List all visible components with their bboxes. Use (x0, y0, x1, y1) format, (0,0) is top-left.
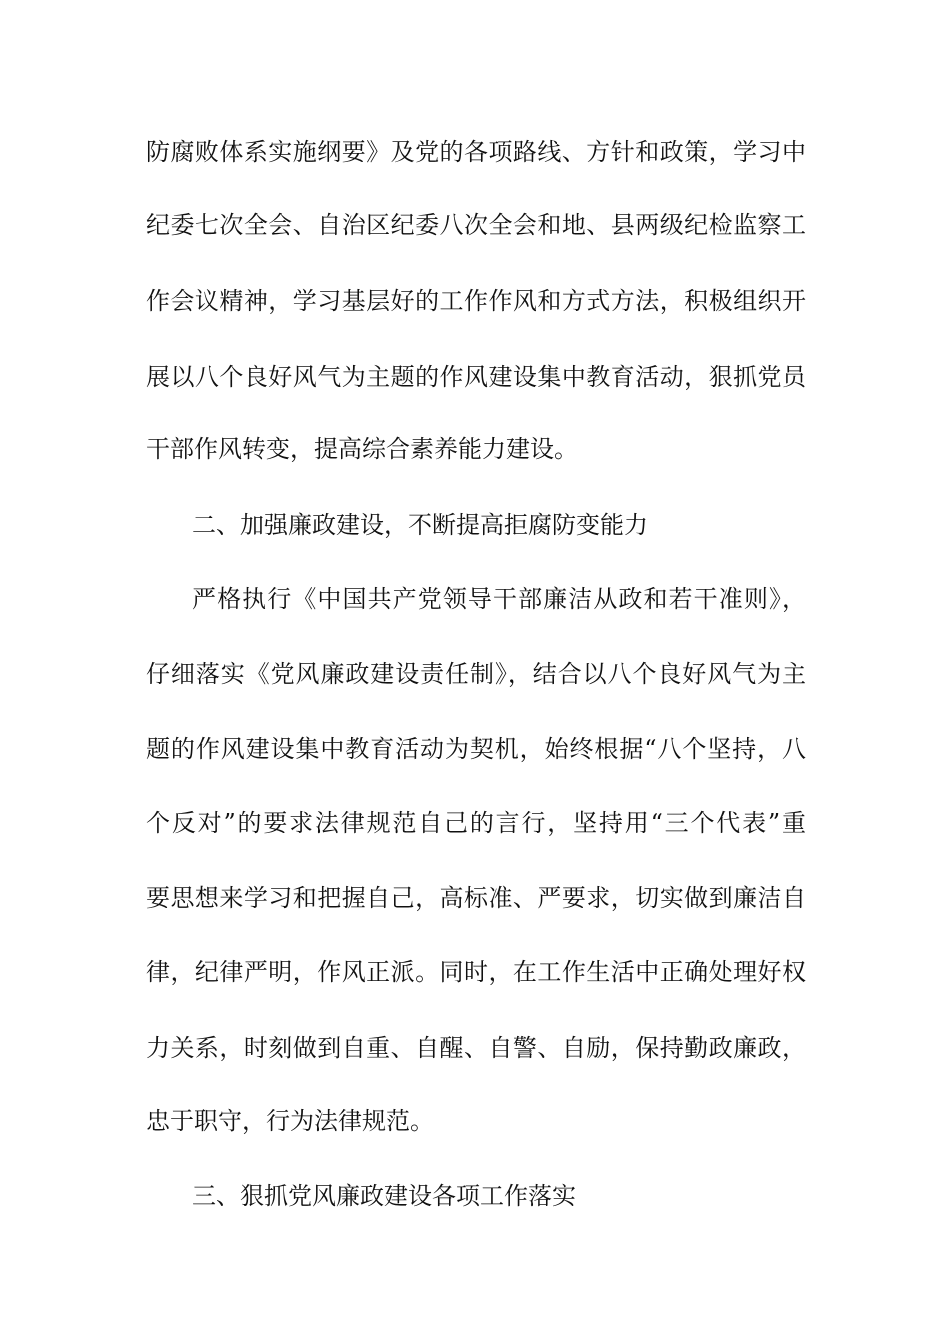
paragraph-line: 律，纪律严明，作风正派。同时，在工作生活中正确处理好权 (146, 958, 806, 986)
paragraph-line: 展以八个良好风气为主题的作风建设集中教育活动，狠抓党员 (146, 363, 806, 391)
paragraph-line: 防腐败体系实施纲要》及党的各项路线、方针和政策，学习中 (146, 138, 806, 166)
paragraph-line: 仔细落实《党风廉政建设责任制》，结合以八个良好风气为主 (146, 660, 806, 688)
paragraph-line: 个反对”的要求法律规范自己的言行，坚持用“三个代表”重 (146, 809, 806, 837)
paragraph-line: 题的作风建设集中教育活动为契机，始终根据“八个坚持，八 (146, 735, 806, 763)
paragraph-line: 严格执行《中国共产党领导干部廉洁从政和若干准则》， (192, 585, 806, 613)
paragraph-line: 力关系，时刻做到自重、自醒、自警、自励，保持勤政廉政， (146, 1034, 806, 1062)
paragraph-line: 忠于职守，行为法律规范。 (146, 1107, 434, 1135)
paragraph-line: 干部作风转变，提高综合素养能力建设。 (146, 435, 578, 463)
paragraph-line: 纪委七次全会、自治区纪委八次全会和地、县两级纪检监察工 (146, 211, 806, 239)
section-heading: 三、狠抓党风廉政建设各项工作落实 (192, 1182, 576, 1210)
paragraph-line: 要思想来学习和把握自己，高标准、严要求，切实做到廉洁自 (146, 884, 806, 912)
section-heading: 二、加强廉政建设，不断提高拒腐防变能力 (192, 511, 648, 539)
paragraph-line: 作会议精神，学习基层好的工作作风和方式方法，积极组织开 (146, 287, 806, 315)
